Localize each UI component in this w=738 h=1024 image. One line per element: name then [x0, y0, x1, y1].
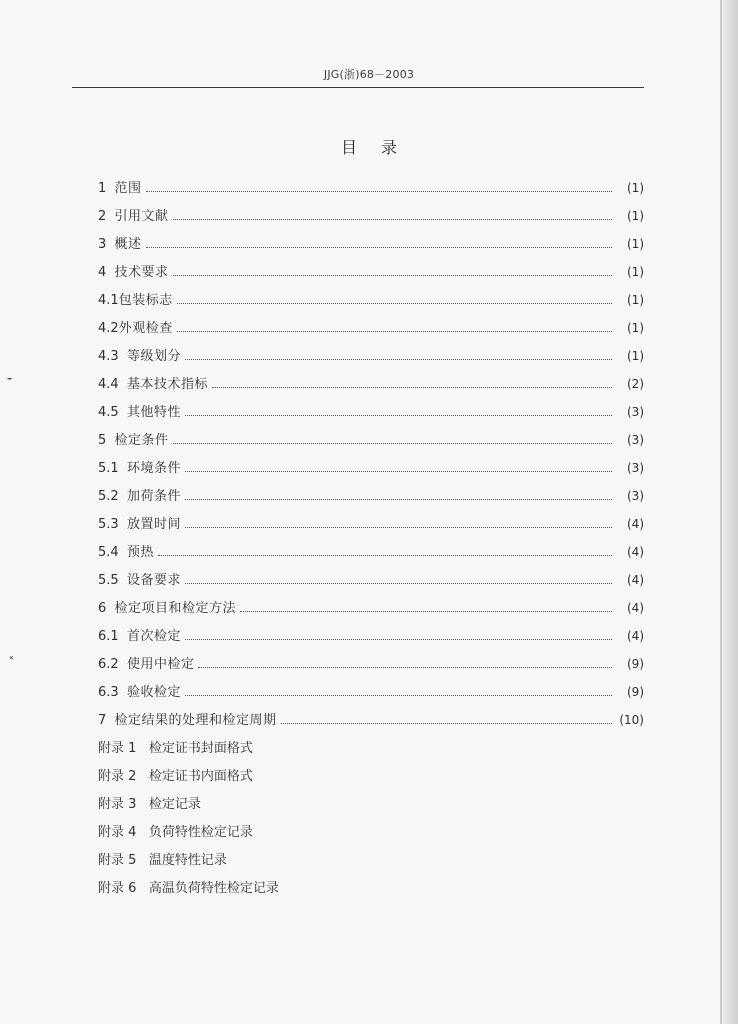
toc-number: 4.1 — [98, 293, 119, 308]
toc-page: (1) — [627, 349, 644, 363]
appendix-number: 附录 3 — [98, 797, 137, 812]
appendix-entry — [98, 765, 253, 784]
toc-entry — [98, 625, 644, 645]
toc-leader — [185, 470, 612, 472]
toc-leader — [158, 554, 612, 556]
toc-number: 6 — [98, 601, 115, 616]
toc-number: 5.2 — [98, 489, 127, 504]
scan-speck: ˟ — [8, 656, 15, 672]
toc-number: 4.3 — [98, 349, 127, 364]
toc-leader — [173, 442, 612, 444]
toc-label: 引用文献 — [114, 209, 169, 224]
toc-label: 包装标志 — [118, 293, 173, 308]
toc-number: 6.3 — [98, 685, 127, 700]
toc-page: (3) — [627, 405, 644, 419]
toc-leader — [146, 190, 612, 192]
toc-number: 6.1 — [98, 629, 127, 644]
toc-entry — [98, 233, 644, 253]
toc-number: 4.5 — [98, 405, 127, 420]
toc-leader — [185, 694, 612, 696]
toc-label: 其他特性 — [126, 405, 181, 420]
toc-leader — [198, 666, 612, 668]
toc-entry — [98, 261, 644, 281]
toc-leader — [185, 414, 612, 416]
toc-label: 设备要求 — [126, 573, 181, 588]
toc-page: (1) — [627, 209, 644, 223]
toc-leader — [240, 610, 612, 612]
toc-label: 范围 — [114, 181, 142, 196]
toc-number: 5 — [98, 433, 115, 448]
toc-label: 概述 — [114, 237, 142, 252]
toc-page: (10) — [619, 713, 644, 727]
appendix-label: 负荷特性检定记录 — [148, 825, 253, 840]
appendix-number: 附录 5 — [98, 853, 137, 868]
toc-page: (9) — [627, 685, 644, 699]
toc-entry — [98, 513, 644, 533]
page-title — [0, 135, 738, 158]
appendix-number: 附录 6 — [98, 881, 137, 896]
toc-leader — [177, 302, 612, 304]
toc-label: 技术要求 — [114, 265, 169, 280]
toc-page: (3) — [627, 461, 644, 475]
toc-entry — [98, 681, 644, 701]
toc-page: (4) — [627, 629, 644, 643]
toc-page: (4) — [627, 601, 644, 615]
toc-entry — [98, 569, 644, 589]
appendix-number: 附录 1 — [98, 741, 137, 756]
toc-number: 5.3 — [98, 517, 127, 532]
toc-label: 预热 — [126, 545, 154, 560]
toc-entry — [98, 345, 644, 365]
toc-leader — [173, 274, 612, 276]
title-char-2: 录 — [381, 138, 398, 157]
toc-entry — [98, 457, 644, 477]
toc-label: 放置时间 — [126, 517, 181, 532]
toc-page: (3) — [627, 489, 644, 503]
appendix-entry — [98, 849, 227, 868]
toc-page: (4) — [627, 573, 644, 587]
toc-number: 5.5 — [98, 573, 127, 588]
toc-leader — [173, 218, 612, 220]
appendix-number: 附录 4 — [98, 825, 137, 840]
appendix-entry — [98, 821, 253, 840]
toc-leader — [185, 498, 612, 500]
toc-leader — [185, 638, 612, 640]
document-code-header: JJG(浙)68－2003 — [323, 68, 415, 81]
toc-entry — [98, 373, 644, 393]
appendix-label: 检定记录 — [148, 797, 201, 812]
toc-label: 等级划分 — [126, 349, 181, 364]
toc-page: (3) — [627, 433, 644, 447]
toc-page: (1) — [627, 237, 644, 251]
toc-number: 2 — [98, 209, 115, 224]
toc-page: (9) — [627, 657, 644, 671]
toc-number: 5.4 — [98, 545, 127, 560]
toc-label: 基本技术指标 — [126, 377, 208, 392]
appendix-entry — [98, 793, 201, 812]
appendix-label: 高温负荷特性检定记录 — [148, 881, 279, 896]
toc-leader — [146, 246, 612, 248]
toc-entry — [98, 289, 644, 309]
toc-page: (1) — [627, 293, 644, 307]
appendix-label: 温度特性记录 — [148, 853, 227, 868]
toc-entry — [98, 177, 644, 197]
toc-number: 4.4 — [98, 377, 127, 392]
appendix-entry — [98, 737, 253, 756]
toc-number: 5.1 — [98, 461, 127, 476]
toc-entry — [98, 597, 644, 617]
appendix-number: 附录 2 — [98, 769, 137, 784]
toc-number: 7 — [98, 713, 115, 728]
toc-label: 使用中检定 — [126, 657, 195, 672]
toc-label: 环境条件 — [126, 461, 181, 476]
appendix-label: 检定证书内面格式 — [148, 769, 253, 784]
toc-label: 检定结果的处理和检定周期 — [114, 713, 277, 728]
toc-page: (1) — [627, 265, 644, 279]
toc-leader — [185, 358, 612, 360]
toc-label: 加荷条件 — [126, 489, 181, 504]
toc-label: 检定项目和检定方法 — [114, 601, 237, 616]
appendix-entry — [98, 877, 279, 896]
toc-entry — [98, 653, 644, 673]
toc-entry — [98, 317, 644, 337]
toc-number: 1 — [98, 181, 115, 196]
appendix-label: 检定证书封面格式 — [148, 741, 253, 756]
toc-number: 6.2 — [98, 657, 127, 672]
toc-entry — [98, 429, 644, 449]
toc-number: 4 — [98, 265, 115, 280]
toc-page: (4) — [627, 545, 644, 559]
toc-page: (2) — [627, 377, 644, 391]
toc-leader — [185, 526, 612, 528]
toc-leader — [177, 330, 612, 332]
toc-leader — [281, 722, 612, 724]
header-rule — [72, 87, 644, 88]
toc-entry — [98, 485, 644, 505]
toc-number: 4.2 — [98, 321, 119, 336]
toc-label: 首次检定 — [126, 629, 181, 644]
toc-entry — [98, 541, 644, 561]
toc-leader — [185, 582, 612, 584]
toc-label: 外观检查 — [118, 321, 173, 336]
toc-leader — [212, 386, 612, 388]
toc-entry — [98, 709, 644, 729]
toc-label: 检定条件 — [114, 433, 169, 448]
scan-speck: ⁃ — [6, 372, 13, 388]
toc-label: 验收检定 — [126, 685, 181, 700]
toc-page: (1) — [627, 321, 644, 335]
toc-entry — [98, 205, 644, 225]
toc-entry — [98, 401, 644, 421]
title-char-1: 目 — [340, 138, 357, 157]
toc-page: (1) — [627, 181, 644, 195]
toc-page: (4) — [627, 517, 644, 531]
toc-number: 3 — [98, 237, 115, 252]
